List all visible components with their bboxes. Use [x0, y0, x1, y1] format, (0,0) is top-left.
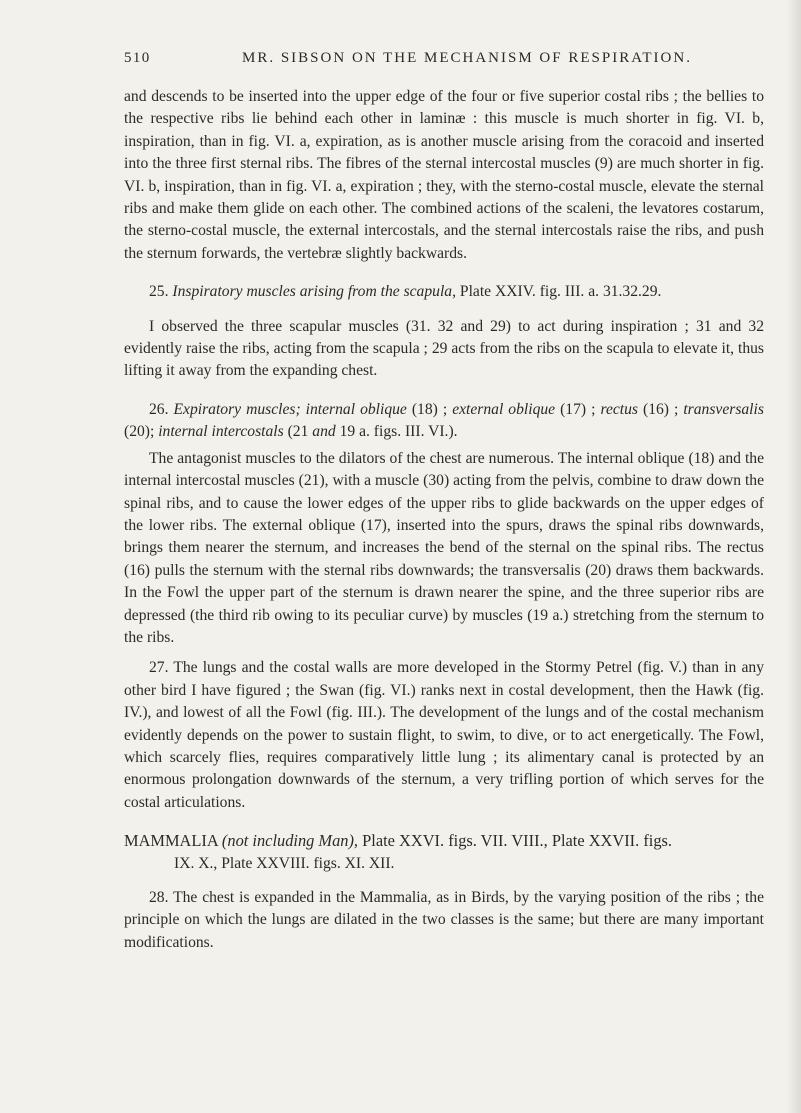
page-body — [124, 86, 764, 954]
section-25-heading — [124, 281, 764, 303]
mammalia-title: MAMMALIA — [124, 831, 218, 851]
section-28-text: 28. The chest is expanded in the Mammalia, as in Birds, by the varying position of the ribs ; the principle on which the lungs are dilated in the two classes is the same; but there are many important modifications. — [124, 889, 764, 951]
section-25-plate-ref: Plate XXIV. fig. III. a. 31.32.29. — [459, 283, 662, 301]
section-25-title: Inspiratory muscles arising from the scapula, — [172, 283, 456, 301]
mammalia-note: (not including Man), — [221, 831, 359, 851]
section-26-head-a: Expiratory muscles; internal oblique — [173, 400, 407, 418]
mammalia-heading — [124, 830, 764, 852]
section-26-head-l: 19 a. figs. III. VI.). — [339, 423, 458, 441]
section-26-head-c: external oblique — [452, 400, 556, 418]
section-26-head-j: (21 — [287, 423, 309, 441]
paragraph-continuation: and descends to be inserted into the upper edge of the four or five superior costal ribs ; the bellies to the respective ribs lie behind each other in laminæ : this muscle is much shorter in fig. VI. b, inspiration, than in fig. VI. a, expiration, as is another muscle arising from the coracoid and inserted into the three first sternal ribs. The fibres of the sternal intercostal muscles (9) are much shorter in fig. VI. b, inspiration, than in fig. VI. a, expiration ; they, with the sterno-costal muscle, elevate the sternal ribs and make them glide on each other. The combined actions of the scaleni, the levatores costarum, the sterno-costal muscle, the external intercostals, and the sternal intercostals raise the ribs, and push the sternum forwards, the vertebræ slightly backwards. — [124, 88, 764, 262]
section-25-text: I observed the three scapular muscles (31. 32 and 29) to act during inspiration ; 31 and 32 evidently raise the ribs, acting from the scapula ; 29 acts from the ribs on the scapula to elevate it, thus lifting it away from the expanding chest. — [124, 317, 764, 380]
section-26-text: The antagonist muscles to the dilators of the chest are numerous. The internal oblique (18) and the internal intercostal muscles (21), with a muscle (30) acting from the pelvis, combine to draw down the spinal ribs, and to cause the lower edges of the upper ribs to glide backwards on the upper edges of the lower ribs. The external oblique (17), inserted into the spurs, draws the spinal ribs downwards, brings them nearer the sternum, and increases the bend of the sternal on the spinal ribs. The rectus (16) pulls the sternum with the sternal ribs downwards; the transversalis (20) draws them backwards. In the Fowl the upper part of the sternum is drawn nearer the spine, and the three superior ribs are depressed (the third rib owing to its peculiar curve) by muscles (19 a.) stretching from the sternum to the ribs. — [124, 449, 764, 646]
section-26-head-i: internal intercostals — [158, 423, 284, 441]
section-26-head-e: rectus — [600, 400, 638, 418]
section-26-head-h: (20); — [124, 423, 155, 441]
section-26-head-g: transversalis — [683, 400, 764, 418]
page-edge-shadow — [787, 0, 801, 1113]
section-26-head-f: (16) ; — [643, 400, 679, 418]
section-26-heading — [124, 399, 764, 444]
section-26-number: 26. — [149, 400, 169, 418]
section-26-head-d: (17) ; — [560, 400, 596, 418]
page-number: 510 — [124, 50, 151, 66]
section-26-head-b: (18) ; — [411, 400, 448, 418]
page-header — [124, 50, 724, 74]
running-title: MR. SIBSON ON THE MECHANISM OF RESPIRATION. — [242, 50, 692, 66]
section-26-head-k: and — [312, 423, 336, 441]
section-25-number: 25. — [149, 283, 169, 301]
section-27-text: 27. The lungs and the costal walls are more developed in the Stormy Petrel (fig. V.) than in any other bird I have figured ; the Swan (fig. VI.) ranks next in costal development, then the Hawk (fig. IV.), and lowest of all the Fowl (fig. III.). The development of the lungs and of the costal mechanism evidently depends on the power to sustain flight, to swim, to dive, or to act energetically. The Fowl, which scarcely flies, requires comparatively little lung ; its alimentary canal is protected by an enormous prolongation downwards of the sternum, a very trifling portion of which serves for the costal articulations. — [124, 659, 764, 811]
mammalia-plates-a: Plate XXVI. figs. VII. VIII., Plate XXVII. figs. — [362, 831, 673, 851]
mammalia-heading-cont: IX. X., Plate XXVIII. figs. XI. XII. — [174, 854, 395, 872]
